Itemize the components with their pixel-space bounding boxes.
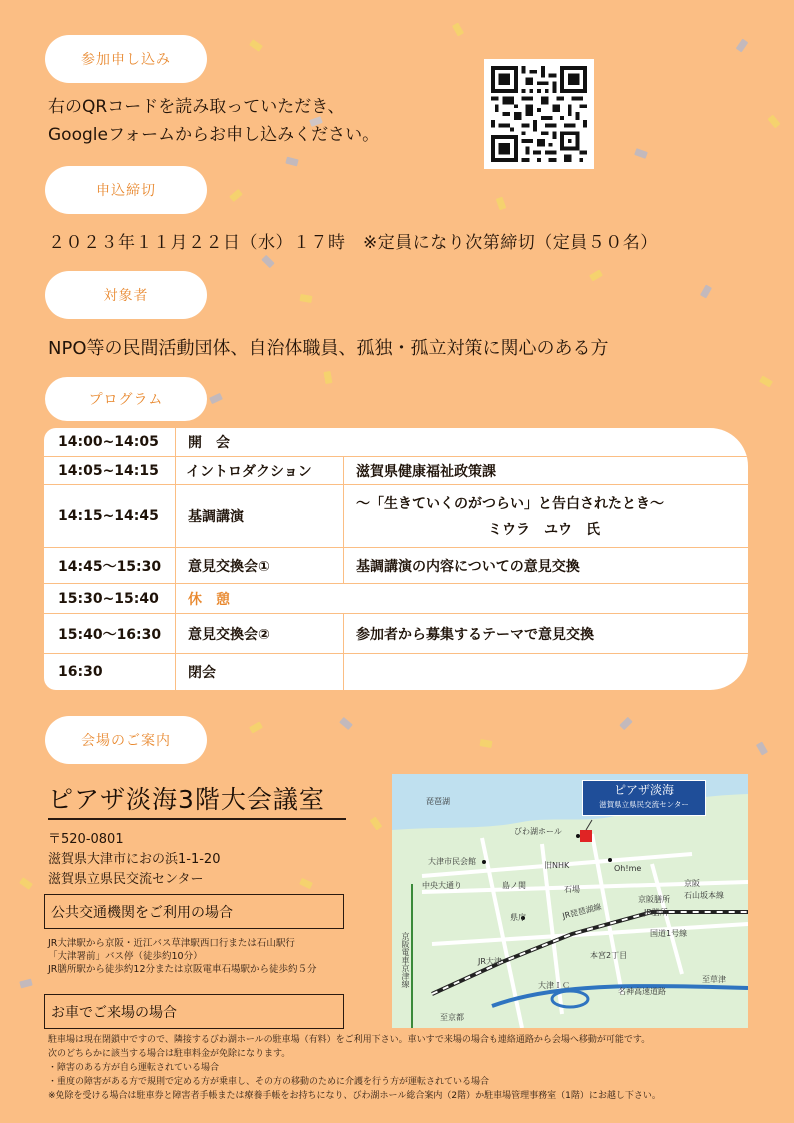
program-time: 15:30~15:40 [44,584,176,613]
venue-zip: 〒520-0801 [48,832,124,847]
venue-name: ピアザ淡海3階大会議室 [48,785,325,814]
qr-code[interactable] [484,59,594,169]
keynote-title: ～「生きていくのがつらい」と告白されたとき～ [356,496,664,512]
program-time: 14:00~14:05 [44,428,176,456]
apply-instructions-line1: 右のQRコードを読み取っていただき、 [48,97,345,117]
table-row [44,548,748,584]
car-note: ・重度の障害がある方で規則で定める方が乗車し、その方の移動のために介護を行う方が運転されている場合 [48,1077,490,1087]
map-label: びわ湖ホール [514,827,562,836]
map-label: 県庁 [510,913,526,922]
program-detail: 滋賀県健康福祉政策課 [356,463,496,480]
car-note: 次のどちらかに該当する場合は駐車料金が免除になります。 [48,1049,291,1059]
program-time: 14:45～15:30 [44,548,176,583]
section-label-apply: 参加申し込み [45,35,207,83]
map-label: 本宮2丁目 [590,951,628,960]
table-row [44,428,748,457]
map-badge-title: ピアザ淡海 [613,783,674,797]
venue-underline [48,818,346,820]
transit-line: 「大津署前」バス停（徒歩約10分） [48,951,203,962]
map-label: 京阪膳所 [638,895,670,904]
map-label: 至京都 [440,1013,464,1022]
map-label: 旧NHK [544,861,570,870]
map-label: 石場 [564,885,580,894]
qr-code-icon [491,66,587,162]
program-detail: 参加者から募集するテーマで意見交換 [356,626,594,643]
program-item-break: 休 憩 [188,591,230,608]
program-table [44,428,748,690]
map-label: 中央大通り [422,881,462,890]
program-detail: 基調講演の内容についての意見交換 [356,558,580,575]
venue-facility: 滋賀県立県民交流センター [48,872,204,887]
map-label: 琵琶湖 [426,797,450,806]
venue-address: 滋賀県大津市におの浜1-1-20 [48,852,221,867]
program-time: 14:05~14:15 [44,457,176,484]
map-label: 石山坂本線 [684,891,724,900]
transit-line: JR大津駅から京阪・近江バス草津駅西口行または石山駅行 [48,938,295,949]
deadline-text: ２０２３年１１月２２日（水）１７時 ※定員になり次第締切（定員５０名） [48,233,658,253]
access-map[interactable] [392,774,748,1028]
apply-instructions-line2: Googleフォームからお申し込みください。 [48,125,380,145]
transit-line: JR膳所駅から徒歩約12分または京阪電車石場駅から徒歩約５分 [48,964,317,975]
map-label: 京阪 [684,879,700,888]
target-audience-text: NPO等の民間活動団体、自治体職員、孤独・孤立対策に関心のある方 [48,338,609,359]
map-label: 大津市民会館 [428,857,476,866]
car-heading: お車でご来場の場合 [44,994,344,1029]
car-note: ・障害のある方が自ら運転されている場合 [48,1063,220,1073]
section-label-venue: 会場のご案内 [45,716,207,764]
map-label: 至草津 [702,975,726,984]
map-label: 名神高速道路 [618,987,666,996]
program-item: 意見交換会② [176,614,344,653]
table-row [44,584,748,614]
program-item: 閉会 [176,654,344,690]
map-label: JR琵琶湖線 [561,902,603,921]
map-label: 島ノ関 [502,881,526,890]
program-time: 16:30 [44,654,176,690]
map-label: JR膳所 [644,908,668,917]
keynote-speaker: ミウラ ユウ 氏 [488,522,600,538]
program-detail [344,485,748,547]
section-label-target: 対象者 [45,271,207,319]
map-label: 国道1号線 [650,929,688,938]
table-row [44,457,748,485]
map-label: Oh!me [614,864,642,873]
transit-heading: 公共交通機関をご利用の場合 [44,894,344,929]
table-row [44,614,748,654]
map-label: 大津ＩＣ [538,981,570,990]
map-venue-badge [582,780,706,816]
map-label: 京阪電車京津線 [401,932,410,988]
program-time: 14:15~14:45 [44,485,176,547]
car-note: ※免除を受ける場合は駐車券と障害者手帳または療養手帳をお持ちになり、びわ湖ホール総合案内（2階）か駐車場管理事務室（1階）にお越し下さい。 [48,1091,661,1101]
program-item: イントロダクション [176,457,344,484]
table-row [44,485,748,548]
map-label: JR大津 [478,957,502,966]
program-item: 開 会 [188,435,230,451]
program-item: 意見交換会① [176,548,344,583]
section-label-deadline: 申込締切 [45,166,207,214]
program-time: 15:40～16:30 [44,614,176,653]
map-badge-sub: 滋賀県立県民交流センター [599,800,689,809]
section-label-program: プログラム [45,377,207,421]
program-item: 基調講演 [176,485,344,547]
car-note: 駐車場は現在閉鎖中ですので、隣接するびわ湖ホールの駐車場（有料）をご利用下さい。車いすで来場の場合も連絡通路から会場へ移動が可能です。 [48,1035,651,1045]
table-row [44,654,748,690]
